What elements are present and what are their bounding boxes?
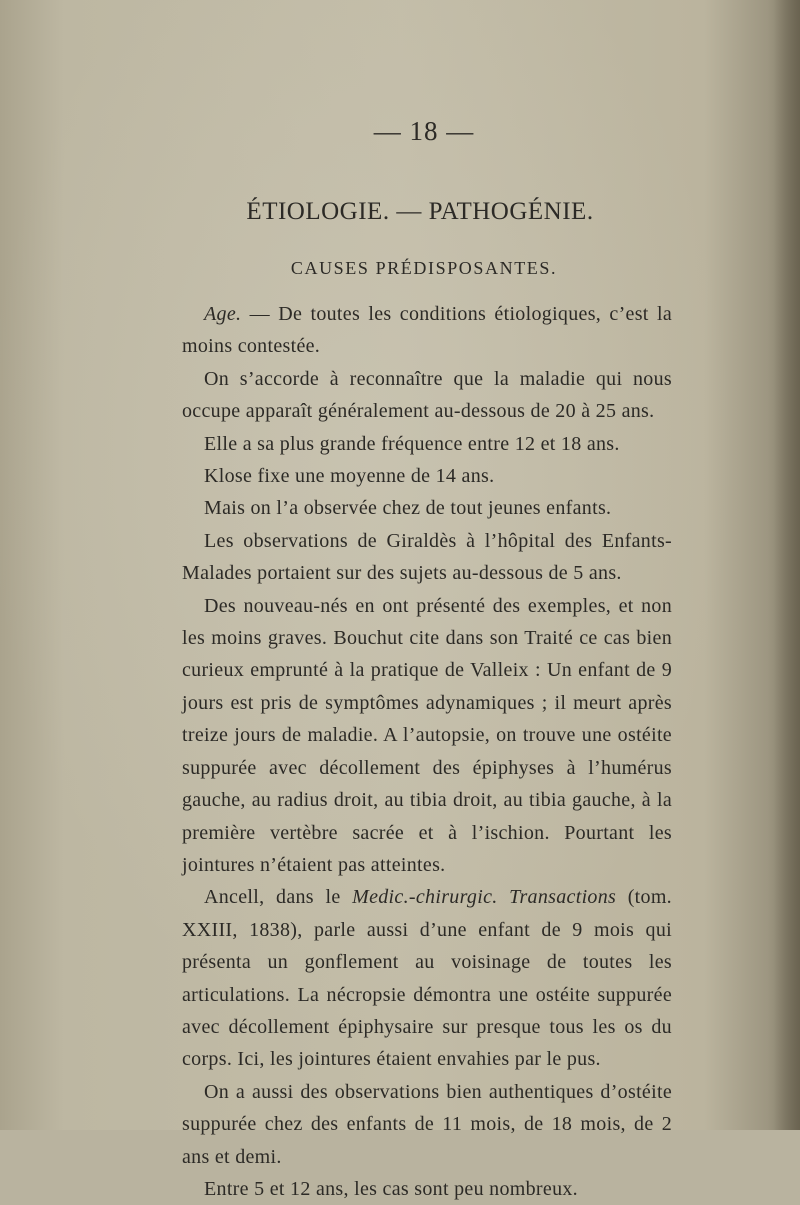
text-run: Les observations de Giraldès à l’hôpital des Enfants-Malades portaient sur des sujets au-dessous de 5 ans. — [182, 529, 672, 585]
paragraph — [182, 1076, 672, 1173]
text-run: (tom. XXIII, 1838), parle aussi d’une enfant de 9 mois qui présenta un gonflement au voisinage de toutes les articulations. La nécropsie démontra une ostéite suppurée avec décollement épiphysaire sur presque tous les os du corps. Ici, les jointures étaient envahies par le pus. — [182, 886, 672, 1071]
paragraph — [182, 298, 672, 363]
chapter-title: ÉTIOLOGIE. — PATHOGÉNIE. — [246, 198, 594, 225]
text-run: Entre 5 et 12 ans, les cas sont peu nombreux. — [204, 1177, 578, 1200]
page-number: — 18 — — [373, 116, 475, 146]
paragraph — [182, 460, 672, 492]
text-run: — De toutes les conditions étiologiques, c’est la moins contestée. — [182, 303, 672, 358]
paragraph — [182, 590, 672, 882]
paragraph — [182, 1173, 672, 1205]
italic-text: Medic.-chirurgic. Transactions — [352, 886, 617, 909]
text-run: Des nouveau-nés en ont présenté des exemples, et non les moins graves. Bouchut cite dans son Traité ce cas bien curieux emprunté à la pratique de Valleix : Un enfant de 9 jours est pris de symptômes adynamiques ; il meurt après treize jours de maladie. A l’autopsie, on trouve une ostéite suppurée avec décollement des épiphyses à l’humérus gauche, au radius droit, au tibia droit, au tibia gauche, à la première vertèbre sacrée et à l’ischion. Pourtant les jointures n’étaient pas atteintes. — [182, 594, 672, 876]
paragraph — [182, 525, 672, 590]
text-run: Klose fixe une moyenne de 14 ans. — [204, 465, 495, 488]
paragraph — [182, 492, 672, 524]
paragraph — [182, 363, 672, 428]
text-run: Mais on l’a observée chez de tout jeunes enfants. — [204, 497, 612, 520]
paragraph — [182, 881, 672, 1075]
section-title: CAUSES PRÉDISPOSANTES. — [290, 258, 558, 278]
body-text — [182, 298, 672, 1205]
italic-text: Age. — [204, 303, 242, 325]
paragraph — [182, 428, 672, 460]
text-run: On a aussi des observations bien authentiques d’ostéite suppurée chez des enfants de 11 mois, de 18 mois, de 2 ans et demi. — [182, 1080, 672, 1168]
text-run: Ancell, dans le — [204, 886, 353, 909]
text-run: Elle a sa plus grande fréquence entre 12 et 18 ans. — [204, 432, 620, 455]
text-run: On s’accorde à reconnaître que la maladie qui nous occupe apparaît généralement au-dessous de 20 à 25 ans. — [182, 367, 672, 423]
